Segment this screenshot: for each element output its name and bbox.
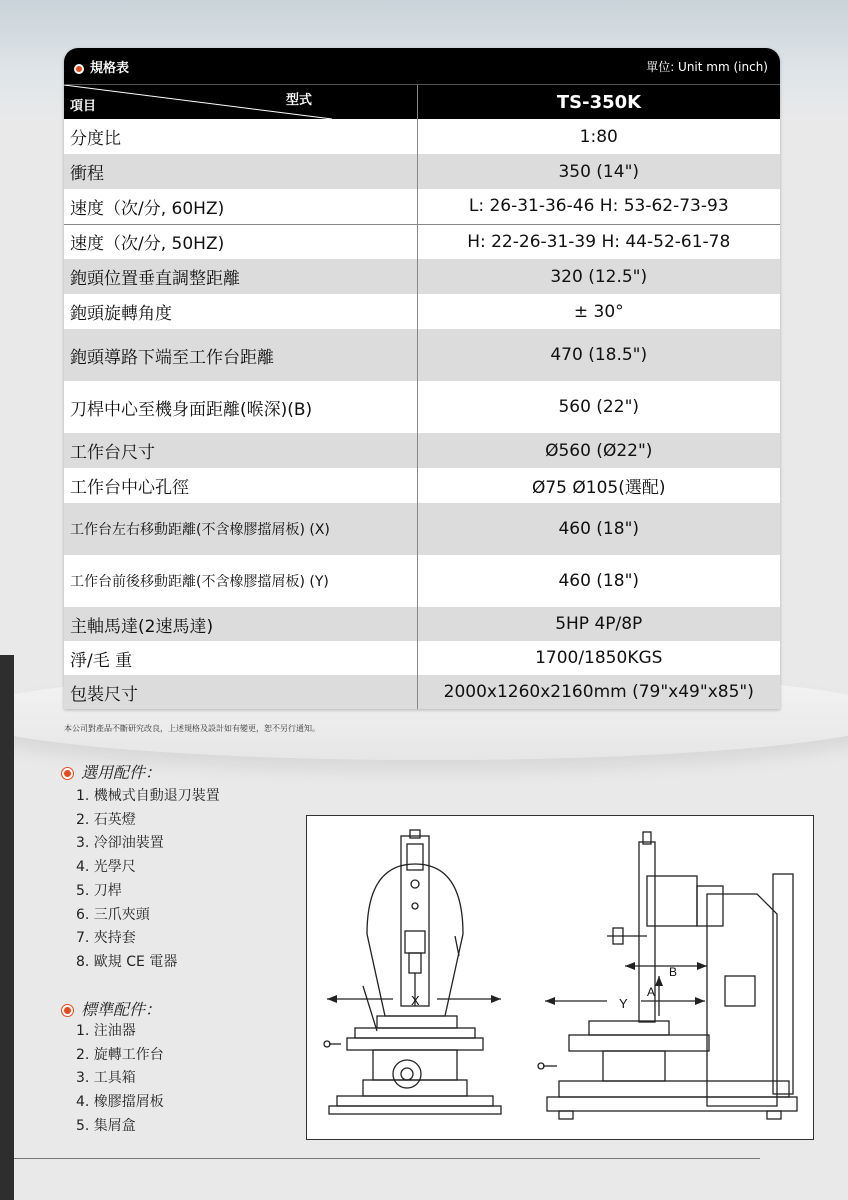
list-item: 4. 橡膠擋屑板 [76,1094,164,1111]
side-view [538,832,797,1119]
table-row: 工作台中心孔徑 Ø75 Ø105(選配) [64,468,780,503]
bullet-icon [62,1005,73,1016]
spec-header-row [64,84,780,119]
spec-rows [64,119,780,709]
list-item: 3. 冷卻油裝置 [76,835,164,852]
list-item: 1. 注油器 [76,1023,136,1039]
list-item: 6. 三爪夾頭 [76,906,150,923]
unit-label: 單位: Unit mm (inch) [646,59,768,74]
table-row: 包裝尺寸 2000x1260x2160mm (79"x49"x85") [64,675,780,709]
list-item: 5. 集屑盒 [76,1117,136,1134]
header-item-label: 項目 [70,99,97,114]
table-row: 速度（次/分, 50HZ) H: 22-26-31-39 H: 44-52-61-78 [64,224,780,259]
y-label: Y [619,996,628,1011]
table-row: 衝程 350 (14") [64,154,780,189]
table-row: 鉋頭旋轉角度 ± 30° [64,294,780,329]
a-label: A [647,985,656,999]
standard-accessories-title: 標準配件： [62,997,161,1020]
x-label: X [411,993,420,1008]
list-item: 4. 光學尺 [76,859,136,876]
side-bar [0,655,14,1200]
table-row: 鉋頭位置垂直調整距離 320 (12.5") [64,259,780,294]
spec-title-bar [64,48,780,84]
bullet-icon [74,64,84,74]
table-row: 鉋頭導路下端至工作台距離 470 (18.5") [64,329,780,381]
b-label: B [669,965,678,979]
machine-drawing-svg [307,816,813,1139]
optional-accessories-title: 選用配件： [62,760,161,783]
machine-drawing [306,815,814,1140]
disclaimer-note: 本公司對產品不斷研究改良，上述規格及設計如有變更，恕不另行通知。 [64,724,320,733]
bottom-divider [14,1158,760,1159]
diagonal-line [64,85,417,119]
table-row: 速度（次/分, 60HZ) L: 26-31-36-46 H: 53-62-73-93 [64,189,780,224]
list-item: 3. 工具箱 [76,1070,136,1087]
bullet-icon [62,768,73,779]
spec-title: 規格表 [74,57,129,76]
list-item: 8. 歐規 CE 電器 [76,953,178,970]
header-type-label: 型式 [286,93,313,108]
header-corner-cell [64,85,418,119]
list-item: 7. 夾持套 [76,930,136,947]
list-item: 1. 機械式自動退刀裝置 [76,788,220,804]
table-row: 工作台尺寸 Ø560 (Ø22") [64,433,780,468]
table-row: 淨/毛 重 1700/1850KGS [64,641,780,675]
table-row: 分度比 1:80 [64,119,780,154]
table-row: 工作台左右移動距離(不含橡膠擋屑板) (X) 460 (18") [64,503,780,555]
front-view [324,830,501,1114]
table-row: 主軸馬達(2速馬達) 5HP 4P/8P [64,607,780,641]
list-item: 5. 刀桿 [76,882,122,899]
optional-accessories-list [76,785,220,975]
standard-accessories-list [76,1020,164,1139]
table-row: 刀桿中心至機身面距離(喉深)(B) 560 (22") [64,381,780,433]
list-item: 2. 旋轉工作台 [76,1046,164,1063]
spec-table [64,48,780,709]
list-item: 2. 石英燈 [76,811,136,828]
model-name: TS-350K [556,91,642,113]
table-row: 工作台前後移動距離(不含橡膠擋屑板) (Y) 460 (18") [64,555,780,607]
